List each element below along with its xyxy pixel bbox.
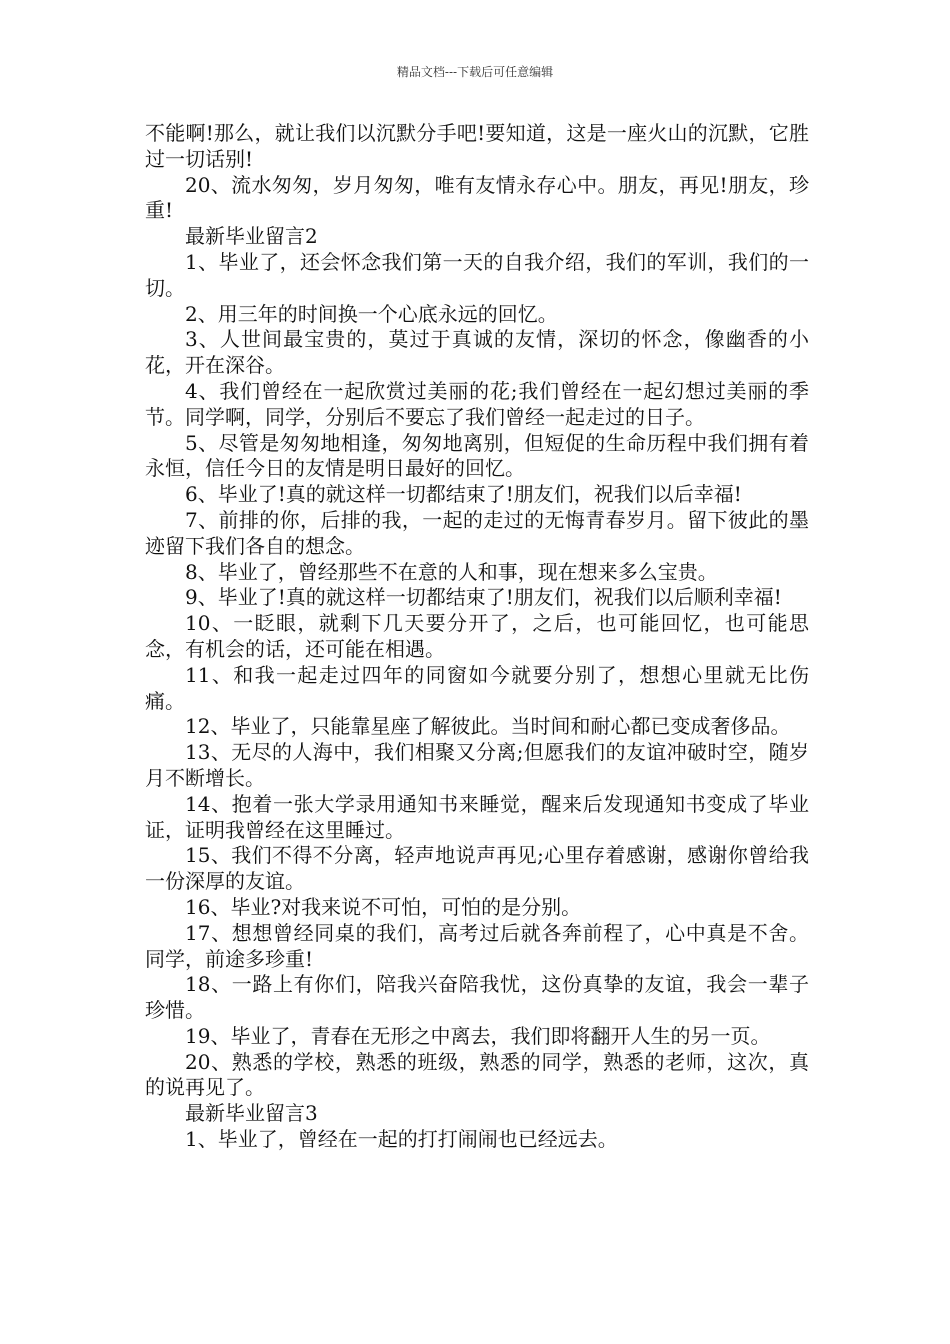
paragraph: 10、一眨眼，就剩下几天要分开了，之后，也可能回忆，也可能思念，有机会的话，还可能在相遇。 — [145, 611, 809, 661]
paragraph: 3、人世间最宝贵的，莫过于真诚的友情，深切的怀念，像幽香的小花，开在深谷。 — [145, 327, 809, 378]
paragraph: 不能啊!那么，就让我们以沉默分手吧!要知道，这是一座火山的沉默，它胜过一切话别! — [145, 121, 809, 171]
paragraph: 13、无尽的人海中，我们相聚又分离;但愿我们的友谊冲破时空，随岁月不断增长。 — [145, 740, 809, 790]
paragraph: 2、用三年的时间换一个心底永远的回忆。 — [185, 301, 558, 326]
paragraph: 20、流水匆匆，岁月匆匆，唯有友情永存心中。朋友，再见!朋友，珍重! — [145, 172, 809, 223]
paragraph: 7、前排的你，后排的我，一起的走过的无悔青春岁月。留下彼此的墨迹留下我们各自的想念。 — [145, 507, 809, 558]
paragraph: 12、毕业了，只能靠星座了解彼此。当时间和耐心都已变成奢侈品。 — [185, 714, 791, 739]
paragraph: 19、毕业了，青春在无形之中离去，我们即将翻开人生的另一页。 — [185, 1023, 771, 1048]
page-header: 精品文档---下载后可任意编辑 — [396, 65, 554, 79]
paragraph: 16、毕业?对我来说不可怕，可怕的是分别。 — [185, 894, 582, 919]
paragraph: 1、毕业了，曾经在一起的打打闹闹也已经远去。 — [185, 1127, 618, 1152]
paragraph: 6、毕业了!真的就这样一切都结束了!朋友们，祝我们以后幸福! — [185, 482, 742, 507]
paragraph: 5、尽管是匆匆地相逢，匆匆地离别，但短促的生命历程中我们拥有着永恒，信任今日的友情是明日最好的回忆。 — [145, 430, 809, 481]
paragraph: 17、想想曾经同桌的我们，高考过后就各奔前程了，心中真是不舍。同学，前途多珍重! — [145, 920, 809, 971]
paragraph: 20、熟悉的学校，熟悉的班级，熟悉的同学，熟悉的老师，这次，真的说再见了。 — [145, 1049, 809, 1100]
document-body — [145, 121, 809, 1153]
section-heading: 最新毕业留言3 — [185, 1101, 318, 1126]
paragraph: 14、抱着一张大学录用通知书来睡觉，醒来后发现通知书变成了毕业证，证明我曾经在这里睡过。 — [145, 791, 809, 842]
paragraph: 9、毕业了!真的就这样一切都结束了!朋友们，祝我们以后顺利幸福! — [185, 585, 782, 610]
paragraph: 4、我们曾经在一起欣赏过美丽的花;我们曾经在一起幻想过美丽的季节。同学啊，同学，分别后不要忘了我们曾经一起走过的日子。 — [145, 378, 809, 429]
paragraph: 15、我们不得不分离，轻声地说声再见;心里存着感谢，感谢你曾给我一份深厚的友谊。 — [145, 843, 809, 894]
paragraph: 1、毕业了，还会怀念我们第一天的自我介绍，我们的军训，我们的一切。 — [145, 249, 809, 300]
section-heading: 最新毕业留言2 — [185, 224, 318, 249]
paragraph: 18、一路上有你们，陪我兴奋陪我忧，这份真挚的友谊，我会一辈子珍惜。 — [145, 972, 809, 1023]
paragraph: 8、毕业了，曾经那些不在意的人和事，现在想来多么宝贵。 — [185, 559, 718, 584]
paragraph: 11、和我一起走过四年的同窗如今就要分别了，想想心里就无比伤痛。 — [145, 662, 809, 713]
